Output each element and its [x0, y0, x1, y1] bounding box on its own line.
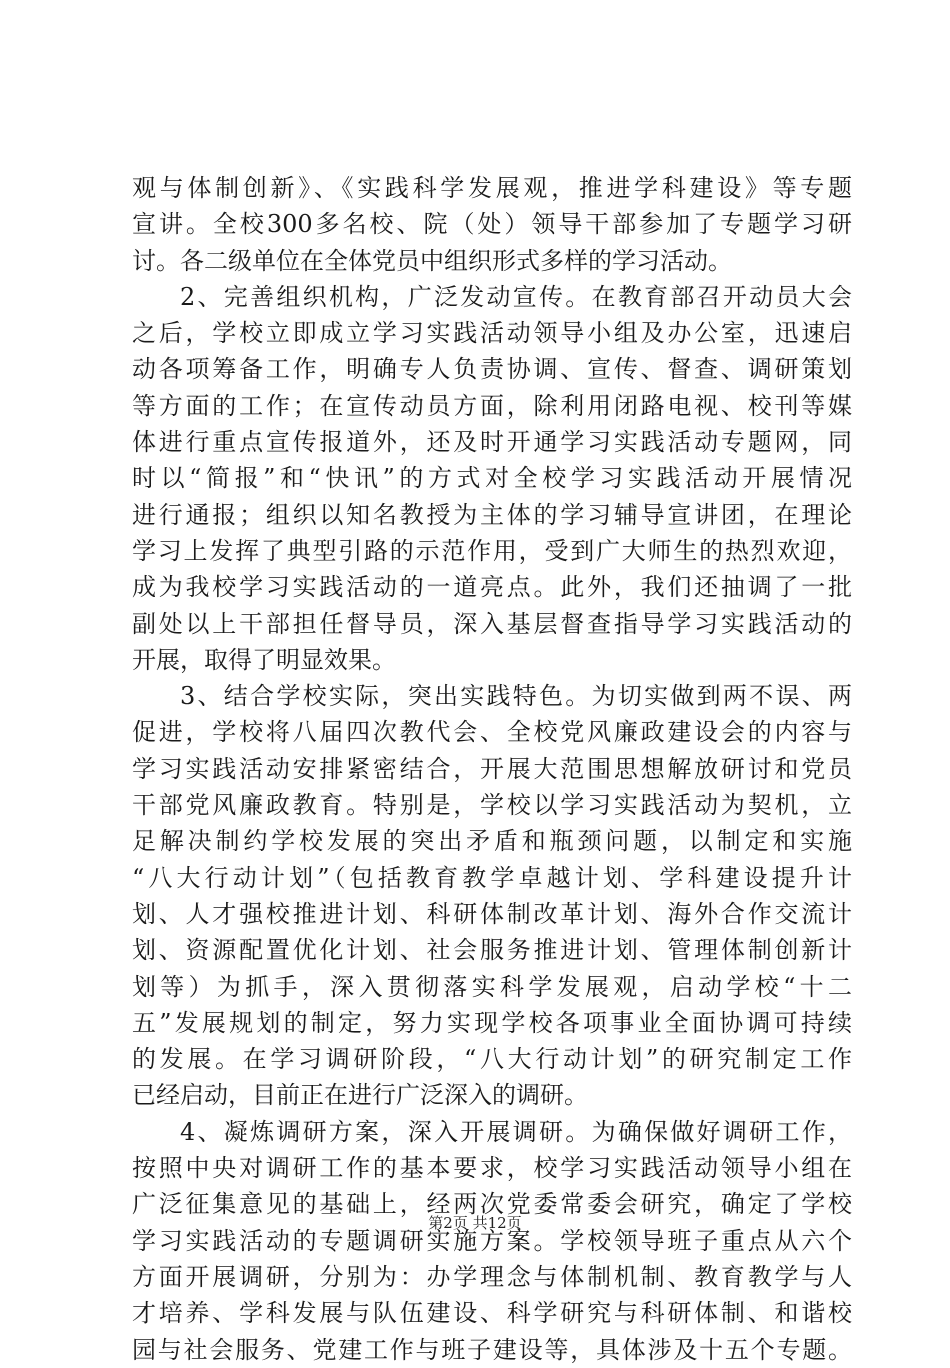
text-line: 进行通报；组织以知名教授为主体的学习辅导宣讲团，在理论 — [132, 500, 852, 529]
text-line: 观与体制创新》、《实践科学发展观，推进学科建设》等专题 — [132, 174, 852, 202]
text-line: 学习实践活动安排紧密结合，开展大范围思想解放研讨和党员 — [132, 754, 852, 783]
text-line: 广泛征集意见的基础上，经两次党委常委会研究，确定了学校 — [132, 1190, 852, 1219]
text-line: 2、完善组织机构，广泛发动宣传。在教育部召开动员大会 — [180, 282, 852, 311]
body-text — [132, 170, 852, 1368]
text-line: 五”发展规划的制定，努力实现学校各项事业全面协调可持续 — [132, 1008, 852, 1037]
text-line: 开展，取得了明显效果。 — [132, 645, 396, 674]
text-line: 划、人才强校推进计划、科研体制改革计划、海外合作交流计 — [132, 899, 852, 928]
text-line: 3、结合学校实际，突出实践特色。为切实做到两不误、两 — [180, 682, 852, 711]
text-line: 促进，学校将八届四次教代会、全校党风廉政建设会的内容与 — [132, 718, 852, 747]
text-line: 成为我校学习实践活动的一道亮点。此外，我们还抽调了一批 — [132, 573, 852, 602]
text-line: 讨。各二级单位在全体党员中组织形式多样的学习活动。 — [132, 246, 732, 275]
text-line: 时以“简报”和“快讯”的方式对全校学习实践活动开展情况 — [132, 464, 852, 493]
text-line: 的发展。在学习调研阶段，“八大行动计划”的研究制定工作 — [132, 1045, 852, 1074]
text-line: “八大行动计划”（包括教育教学卓越计划、学科建设提升计 — [132, 863, 852, 892]
text-line: 体进行重点宣传报道外，还及时开通学习实践活动专题网，同 — [132, 428, 852, 457]
text-line: 副处以上干部担任督导员，深入基层督查指导学习实践活动的 — [132, 609, 852, 638]
text-line: 宣讲。全校300多名校、院（处）领导干部参加了专题学习研 — [132, 210, 852, 239]
text-line: 干部党风廉政教育。特别是，学校以学习实践活动为契机，立 — [132, 791, 852, 820]
text-line: 按照中央对调研工作的基本要求，校学习实践活动领导小组在 — [132, 1154, 852, 1183]
text-line: 园与社会服务、党建工作与班子建设等，具体涉及十五个专题。 — [132, 1335, 852, 1364]
text-line: 划等）为抓手，深入贯彻落实科学发展观，启动学校“十二 — [132, 972, 852, 1001]
text-line: 之后，学校立即成立学习实践活动领导小组及办公室，迅速启 — [132, 319, 852, 348]
text-line: 学习上发挥了典型引路的示范作用，受到广大师生的热烈欢迎， — [132, 536, 852, 565]
text-line: 等方面的工作；在宣传动员方面，除利用闭路电视、校刊等媒 — [132, 391, 852, 420]
text-line: 动各项筹备工作，明确专人负责协调、宣传、督查、调研策划 — [132, 355, 852, 384]
text-line: 方面开展调研，分别为：办学理念与体制机制、教育教学与人 — [132, 1262, 852, 1291]
text-line: 4、凝炼调研方案，深入开展调研。为确保做好调研工作， — [180, 1117, 852, 1146]
text-line: 已经启动，目前正在进行广泛深入的调研。 — [132, 1081, 588, 1110]
text-line: 才培养、学科发展与队伍建设、科学研究与科研体制、和谐校 — [132, 1299, 852, 1328]
text-line: 划、资源配置优化计划、社会服务推进计划、管理体制创新计 — [132, 936, 852, 965]
page-footer: 第2页 共12页 — [428, 1214, 522, 1232]
text-line: 足解决制约学校发展的突出矛盾和瓶颈问题，以制定和实施 — [132, 827, 852, 856]
text-line: 学习实践活动的专题调研实施方案。学校领导班子重点从六个 — [132, 1226, 852, 1255]
